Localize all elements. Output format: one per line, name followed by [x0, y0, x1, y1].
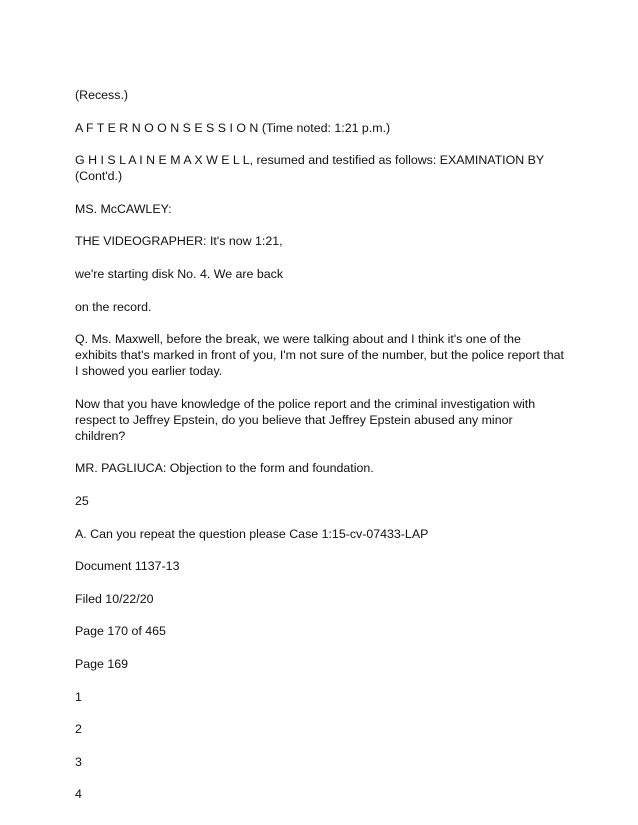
- answer-line: A. Can you repeat the question please Case 1:15-cv-07433-LAP: [75, 526, 429, 541]
- line-number: 3: [75, 754, 82, 769]
- page-count: Page 170 of 465: [75, 624, 166, 639]
- line-number: 4: [75, 787, 82, 802]
- question-paragraph-2: Now that you have knowledge of the police report and the criminal investigation with respect to Jeffrey Epstein, do you believe that Jeffrey Epstein abused any minor children?: [75, 396, 539, 443]
- line-number: 25: [75, 493, 89, 508]
- line-number: 1: [75, 689, 82, 704]
- recess-line: (Recess.): [75, 88, 129, 102]
- objection-line: MR. PAGLIUCA: Objection to the form and foundation.: [75, 461, 374, 476]
- document-number: Document 1137-13: [75, 559, 180, 574]
- afternoon-session-heading: A F T E R N O O N S E S S I O N (Time noted: 1:21 p.m.): [75, 120, 391, 135]
- examiner-line: MS. McCAWLEY:: [75, 201, 172, 216]
- transcript-page: Page 169: [75, 656, 129, 671]
- filed-date: Filed 10/22/20: [75, 591, 154, 606]
- line-number: 2: [75, 722, 82, 737]
- videographer-line-1: THE VIDEOGRAPHER: It's now 1:21,: [75, 234, 283, 249]
- witness-line: G H I S L A I N E M A X W E L L, resumed and testified as follows: EXAMINATION BY (Cont'd.): [75, 153, 548, 184]
- document-body: [75, 87, 568, 819]
- question-paragraph-1: Q. Ms. Maxwell, before the break, we were talking about and I think it's one of the exhibits that's marked in front of you, I'm not sure of the number, but the police report that I showed you earlier today.: [75, 332, 568, 379]
- videographer-line-2: we're starting disk No. 4. We are back: [75, 266, 284, 281]
- videographer-line-3: on the record.: [75, 299, 152, 314]
